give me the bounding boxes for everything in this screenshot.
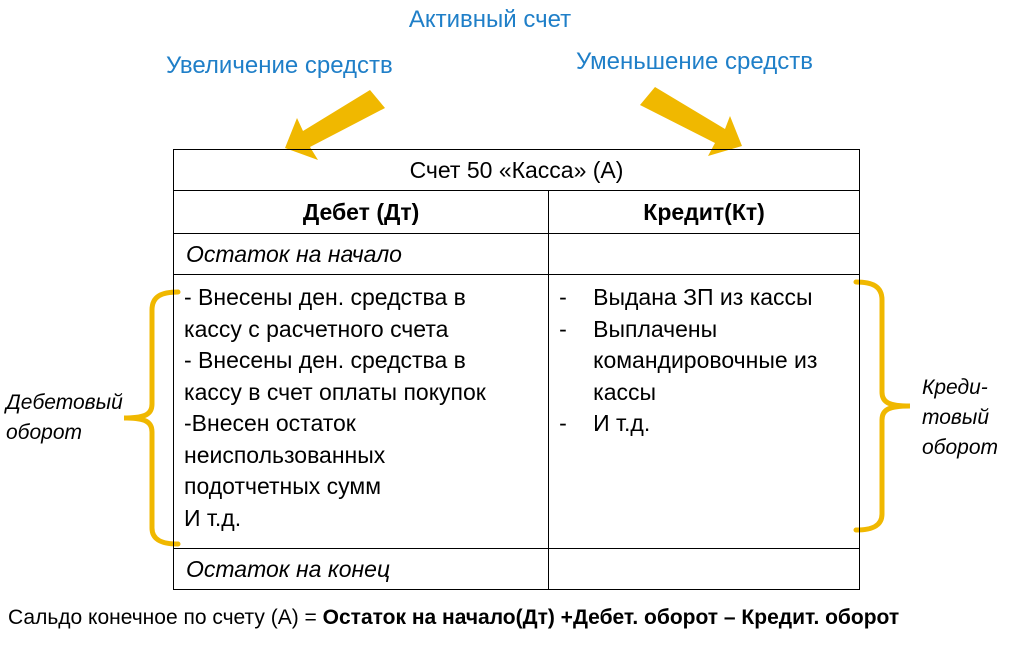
debit-turnover-line: Дебетовый — [6, 391, 123, 414]
credit-header: Кредит(Кт) — [549, 191, 860, 234]
debit-turnover-line: оборот — [6, 421, 83, 444]
decrease-label: Уменьшение средств — [576, 48, 813, 75]
balance-formula — [8, 606, 899, 630]
credit-turnover-line: оборот — [922, 436, 999, 459]
debit-turnover-label — [6, 388, 123, 448]
formula-plain: Сальдо конечное по счету (А) = — [8, 606, 323, 629]
formula-bold: Остаток на начало(Дт) +Дебет. оборот – Кредит. оборот — [322, 606, 900, 629]
debit-entries — [174, 275, 549, 549]
debit-line: - Внесены ден. средства в — [184, 284, 466, 310]
debit-line: подотчетных сумм — [184, 473, 382, 499]
closing-balance-label: Остаток на конец — [174, 549, 549, 590]
debit-line: - Внесены ден. средства в — [184, 347, 466, 373]
account-title: Счет 50 «Касса» (А) — [174, 150, 860, 191]
debit-line: И т.д. — [184, 504, 242, 531]
debit-line: кассу в счет оплаты покупок — [184, 378, 486, 405]
opening-balance-label: Остаток на начало — [174, 234, 549, 275]
diagram-title: Активный счет — [408, 6, 572, 33]
debit-line: -Внесен остаток — [184, 410, 356, 436]
increase-label: Увеличение средств — [166, 52, 393, 79]
debit-brace-icon — [124, 292, 178, 544]
credit-turnover-line: товый — [922, 406, 990, 429]
credit-brace-icon — [856, 282, 910, 530]
credit-turnover-label — [922, 373, 998, 463]
credit-item: - Выплачены командировочные из кассы — [559, 314, 839, 409]
closing-balance-credit — [549, 549, 860, 590]
debit-header: Дебет (Дт) — [174, 191, 549, 234]
decrease-arrow-icon — [640, 87, 742, 156]
credit-entries — [549, 275, 860, 549]
credit-item: - И т.д. — [559, 408, 839, 440]
credit-item: - Выдана ЗП из кассы — [559, 282, 839, 314]
debit-line: кассу с расчетного счета — [184, 315, 449, 342]
account-table — [173, 149, 860, 590]
opening-balance-credit — [549, 234, 860, 275]
debit-line: неиспользованных — [184, 441, 386, 468]
credit-turnover-line: Креди- — [922, 376, 988, 399]
